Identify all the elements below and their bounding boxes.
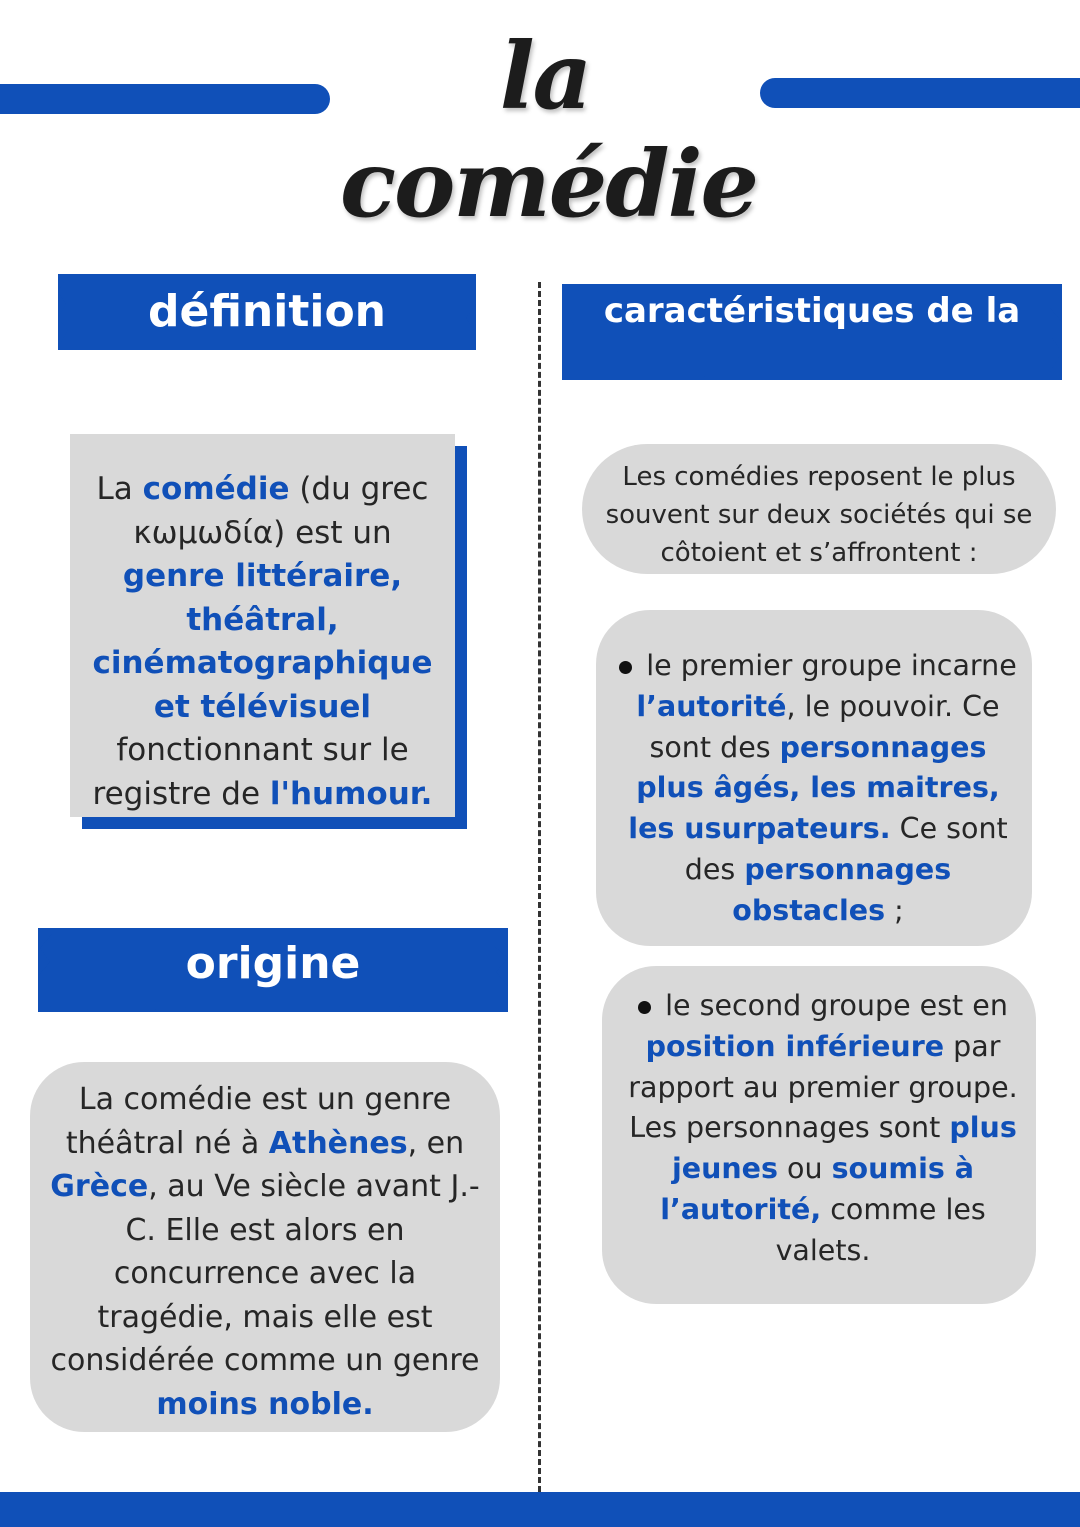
origine-text: , en — [407, 1125, 465, 1161]
definition-text: (du grec κωμωδία) est un — [133, 471, 429, 551]
group1-highlight: l’autorité — [636, 689, 787, 723]
origine-highlight: Grèce — [50, 1169, 149, 1204]
definition-text: fonctionnant sur le registre de — [92, 732, 409, 812]
group2-highlight: position inférieure — [645, 1029, 945, 1063]
bullet-icon — [619, 661, 632, 674]
title-line-right — [760, 78, 1080, 108]
footer-bar — [0, 1492, 1080, 1527]
definition-heading-text: définition — [147, 286, 387, 337]
group2-highlight: soumis à l’autorité, — [660, 1152, 975, 1226]
group1-highlight: personnages obstacles — [732, 852, 952, 927]
group1-text: ; — [885, 893, 904, 927]
bullet-icon — [638, 1001, 651, 1014]
definition-heading — [58, 274, 476, 350]
definition-highlight: genre littéraire, théâtral, cinématographique et télévisuel — [92, 558, 433, 725]
origine-heading-text: origine — [185, 938, 361, 989]
group2-box — [602, 966, 1036, 1304]
definition-highlight: comédie — [142, 471, 290, 507]
group1-box — [596, 610, 1032, 946]
origine-box — [30, 1062, 500, 1432]
group2-text: comme les valets. — [775, 1192, 986, 1267]
caracteristiques-heading — [562, 284, 1062, 427]
group1-text: , le pouvoir. Ce sont des — [649, 689, 1000, 764]
group1-text: Ce sont des — [684, 812, 1008, 886]
caracteristiques-intro-text: Les comédies reposent le plus souvent sur deux sociétés qui se côtoient et s’affrontent : — [605, 462, 1033, 568]
title-line-left — [0, 84, 330, 114]
caracteristiques-heading-text — [562, 284, 1062, 431]
definition-text: La — [96, 471, 143, 507]
group1-highlight: personnages plus âgés, les maitres, les usurpateurs. — [628, 730, 1000, 846]
origine-heading — [38, 928, 508, 1012]
definition-highlight: l'humour. — [269, 775, 433, 812]
group1-text: le premier groupe incarne — [646, 649, 1017, 682]
group2-text: par rapport au premier groupe. Les personnages sont — [628, 1029, 1018, 1145]
group2-text: le second groupe est en — [665, 989, 1008, 1022]
definition-box — [70, 434, 455, 817]
group2-highlight: plus jeunes — [671, 1111, 1017, 1186]
page-title: la comédie — [340, 22, 758, 238]
origine-highlight: Athènes — [268, 1125, 408, 1161]
origine-text: , au Ve siècle avant J.-C. Elle est alors en concurrence avec la tragédie, mais elle est considérée comme un genre — [50, 1169, 480, 1378]
origine-text: La comédie est un genre théâtral né à — [65, 1082, 452, 1161]
caracteristiques-intro-box — [582, 444, 1056, 574]
group2-text: ou — [777, 1152, 832, 1186]
caracteristiques-heading-line: comédie — [731, 387, 893, 427]
column-divider — [538, 282, 541, 1492]
caracteristiques-heading-line: caractéristiques de la — [603, 291, 1021, 331]
origine-highlight: moins noble. — [156, 1386, 374, 1422]
